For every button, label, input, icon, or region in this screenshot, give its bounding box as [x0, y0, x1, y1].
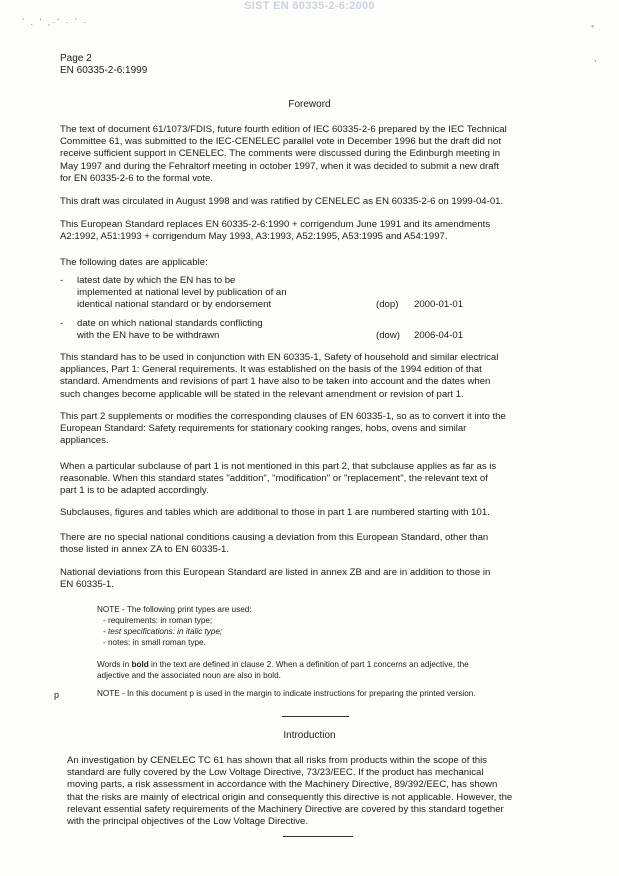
bold-words-note: Words in bold in the text are defined in clause 2. When a definition of part 1 concerns an adjective, the adjective and the associated noun are also in bold. — [97, 660, 469, 680]
dates-list: - latest date by which the EN has to be implemented at national level by publication of an identical national standard or by endorsement (dop) 2000-01-01 - date on which national standards conflicting with the EN have to be withdrawn (dow) 2006-04-01 — [60, 275, 560, 342]
divider — [282, 716, 349, 717]
scan-mark: ˎ — [594, 52, 598, 63]
foreword-p1: The text of document 61/1073/FDIS, future fourth edition of IEC 60335-2-6 prepared by the IEC Technical Committee 61, was submitted to the IEC-CENELEC parallel vote in December 1996 but the draft did not receive sufficient support in CENELEC. The comments were discussed during the Edinburgh meeting in May 1997 and during the Fehraltorf meeting in october 1997, when it was decided to submit a new draft for EN 60335-2-6 to the formal vote. — [60, 124, 507, 184]
foreword-p5: This part 2 supplements or modifies the corresponding clauses of EN 60335-1, so as to convert it into the European Standard: Safety requirements for stationary cooking ranges, hobs, ovens and similar appliances. — [60, 411, 506, 447]
foreword-title: Foreword — [288, 99, 331, 110]
introduction-title: Introduction — [283, 730, 336, 741]
foreword-p4: This standard has to be used in conjunction with EN 60335-1, Safety of household and similar electrical appliances, Part 1: General requirements. It was established on the basis of the 1994 edition of that standard. Amendments and revisions of part 1 have also to be taken into account and the dates when such changes become applicable will be stated in the relevant amendment or revision of part 1. — [60, 352, 499, 400]
foreword-p7: Subclauses, figures and tables which are additional to those in part 1 are numbered starting with 101. — [60, 507, 490, 518]
introduction-paragraph: An investigation by CENELEC TC 61 has shown that all risks from products within the scope of this standard are fully covered by the Low Voltage Directive, 73/23/EEC. If the product has mechanical moving parts, a risk assessment in accordance with the Machinery Directive, 89/392/EEC, has shown that the risks are mainly of electrical origin and consequently this directive is not applicable. However, the relevant essential safety requirements of the Machinery Directive are covered by this standard together with the principal objectives of the Low Voltage Directive. — [67, 755, 513, 828]
foreword-p8: There are no special national conditions causing a deviation from this European Standard, other than those listed in annex ZA to EN 60335-1. — [60, 532, 489, 556]
list-item: - date on which national standards conflicting — [60, 318, 263, 329]
dop-date: 2000-01-01 — [414, 299, 464, 310]
foreword-p9: National deviations from this European Standard are listed in annex ZB and are in addition to those in EN 60335-1. — [60, 567, 491, 591]
divider — [283, 836, 353, 837]
foreword-p6: When a particular subclause of part 1 is not mentioned in this part 2, that subclause applies as far as is reasonable. When this standard states "addition", "modification" or "replacement", the relevant text of part 1 is to be adapted accordingly. — [60, 461, 497, 497]
page-number: Page 2 — [60, 53, 92, 64]
dop-label: (dop) — [376, 299, 399, 310]
margin-note: NOTE - In this document p is used in the margin to indicate instructions for preparing the printed version. — [97, 689, 476, 698]
document-id: EN 60335-2-6:1999 — [60, 65, 148, 76]
list-item: - latest date by which the EN has to be — [60, 275, 236, 286]
page-header — [60, 53, 147, 77]
dow-date: 2006-04-01 — [414, 330, 464, 341]
foreword-p3: This European Standard replaces EN 60335-2-6:1990 + corrigendum June 1991 and its amendments A2:1992, A51:1993 + corrigendum May 1993, A3:1993, A52:1995, A53:1995 and A54:1997. — [60, 219, 491, 243]
watermark: SIST EN 60335-2-6:2000 — [244, 0, 375, 12]
scan-mark: ﾞ — [591, 26, 596, 37]
foreword-p2: This draft was circulated in August 1998 and was ratified by CENELEC as EN 60335-2-6 on 1999-04-01. — [60, 196, 504, 207]
margin-p-mark: p — [54, 690, 60, 700]
dates-intro: The following dates are applicable: — [60, 257, 208, 268]
dow-label: (dow) — [376, 330, 400, 341]
scan-speckle: ʼ . ' ,·' · ʼ · — [22, 17, 89, 27]
print-types-note: NOTE - The following print types are used: - requirements: in roman type; - test specifications: in italic type; - notes: in small roman type. — [97, 605, 252, 647]
